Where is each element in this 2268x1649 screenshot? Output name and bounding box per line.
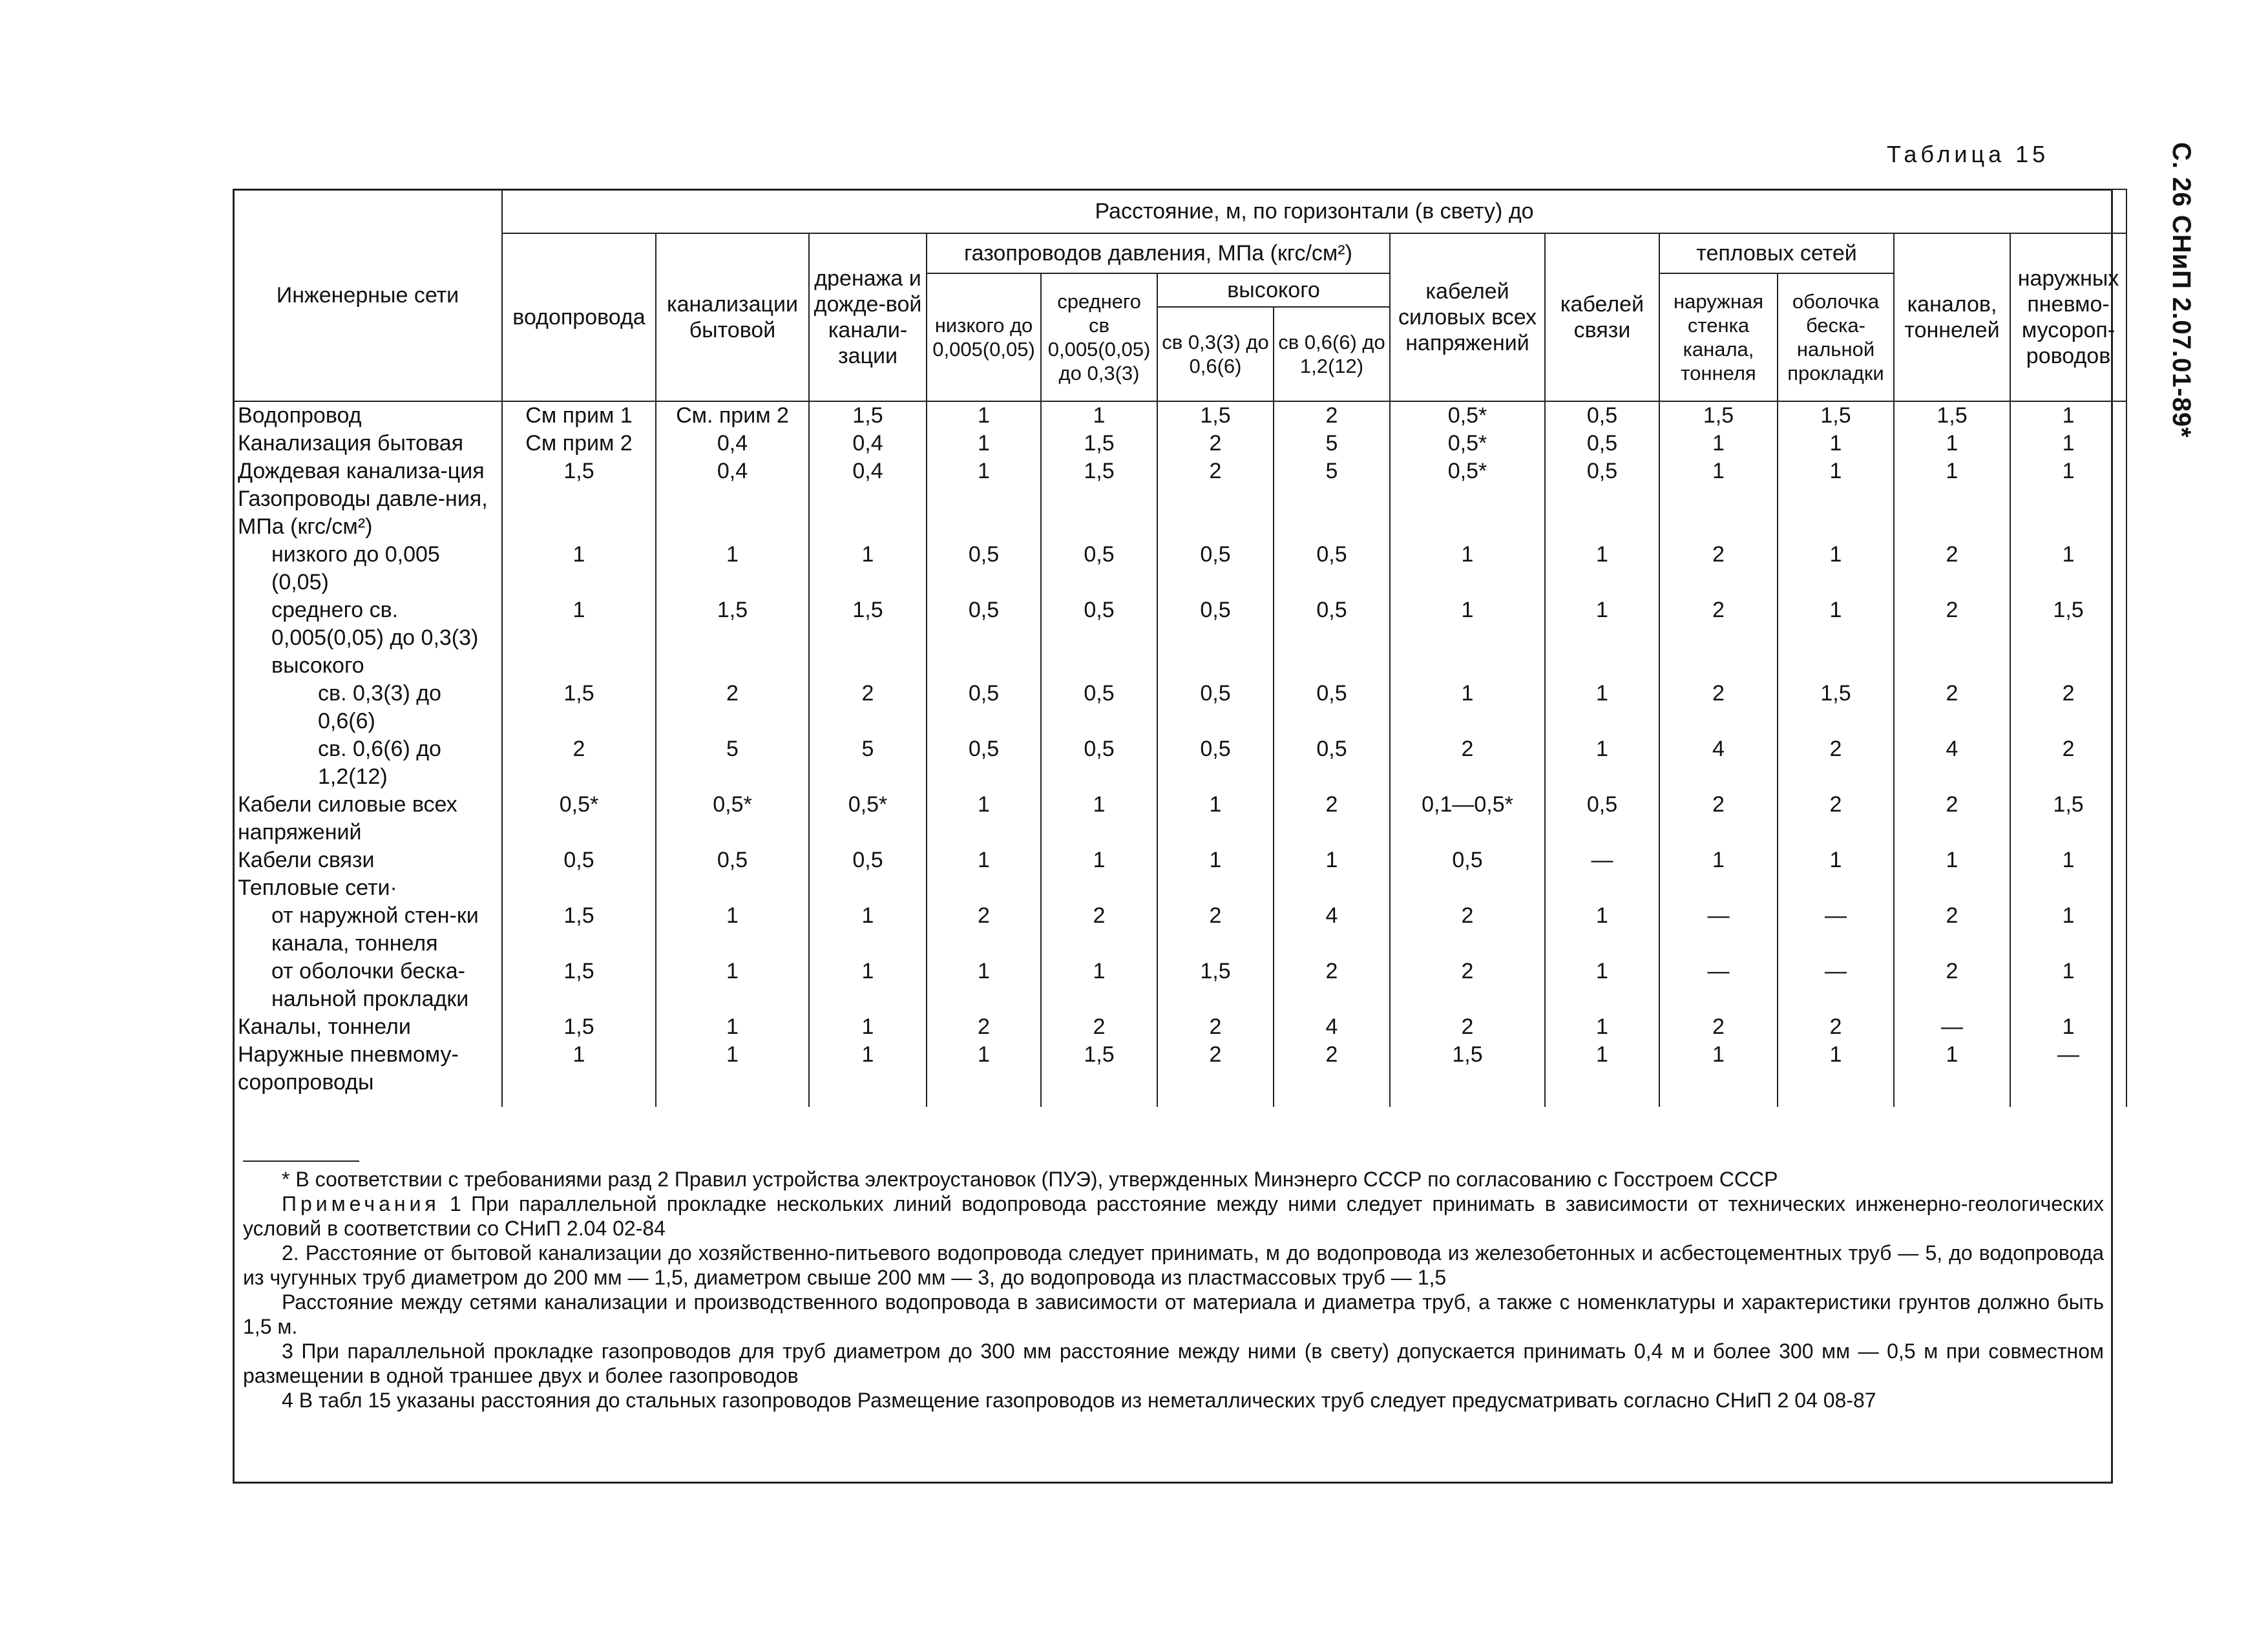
note-2b: Расстояние между сетями канализации и производственного водопровода в зависимости от материала и диаметра труб, а также с номенклатуры и характеристики грунтов должно быть 1,5 м. bbox=[243, 1290, 2104, 1338]
table-row bbox=[233, 1041, 2126, 1107]
table-cell: См. прим 2 bbox=[656, 401, 809, 430]
table-cell: 1 bbox=[927, 430, 1041, 457]
table-cell: 1 bbox=[809, 958, 927, 1013]
table-cell: 0,5 bbox=[1274, 596, 1390, 652]
table-cell bbox=[1390, 485, 1545, 541]
notes-title: Примечания bbox=[282, 1192, 440, 1215]
table-cell: 2 bbox=[1659, 1013, 1778, 1041]
page-header bbox=[2158, 142, 2197, 504]
table-cell: — bbox=[1545, 846, 1659, 874]
table-cell: 0,5 bbox=[656, 846, 809, 874]
table-cell bbox=[1778, 652, 1894, 680]
table-cell: 0,5* bbox=[809, 791, 927, 846]
header-heat: тепловых сетей bbox=[1659, 233, 1894, 273]
table-cell: 1 bbox=[502, 541, 656, 596]
table-cell: 0,5 bbox=[502, 846, 656, 874]
table-cell bbox=[1041, 652, 1157, 680]
table-cell: 1 bbox=[2010, 401, 2126, 430]
table-cell: 1 bbox=[1545, 1041, 1659, 1107]
note-3: 3 При параллельной прокладке газопроводов для труб диаметром до 300 мм расстояние между ними (в свету) допускается принимать 0,4 м и более 300 мм — 0,5 м при совместном размещении в одной траншее двух и более газопроводов bbox=[243, 1339, 2104, 1387]
table-cell: 2 bbox=[1894, 541, 2010, 596]
table-cell: 2 bbox=[502, 735, 656, 791]
table-cell: 1 bbox=[1659, 846, 1778, 874]
row-label: Кабели силовые всех напряжений bbox=[233, 791, 502, 846]
table-cell: 0,5* bbox=[502, 791, 656, 846]
row-label: Кабели связи bbox=[233, 846, 502, 874]
table-cell: 0,5 bbox=[927, 596, 1041, 652]
table-cell: 0,5 bbox=[1545, 430, 1659, 457]
header-heat-outer: наружная стенка канала, тоннеля bbox=[1659, 273, 1778, 401]
table-cell bbox=[1894, 485, 2010, 541]
page-header-text: С. 26 СНиП 2.07.01-89* bbox=[2167, 142, 2196, 438]
table-cell bbox=[1041, 485, 1157, 541]
table-cell: 2 bbox=[1274, 958, 1390, 1013]
table-row bbox=[233, 541, 2126, 596]
table-cell: 0,5 bbox=[1041, 596, 1157, 652]
table-cell: 1,5 bbox=[1390, 1041, 1545, 1107]
table-cell: 5 bbox=[809, 735, 927, 791]
table-row bbox=[233, 596, 2126, 652]
table-cell: 1 bbox=[2010, 1013, 2126, 1041]
notes-block bbox=[243, 1157, 2104, 1413]
table-cell: 0,5* bbox=[656, 791, 809, 846]
table-cell bbox=[2010, 652, 2126, 680]
table-cell: 1,5 bbox=[502, 958, 656, 1013]
table-cell: 1 bbox=[1894, 430, 2010, 457]
table-cell: 0,5 bbox=[1157, 735, 1274, 791]
table-cell: 1 bbox=[1894, 457, 2010, 485]
note-2: 2. Расстояние от бытовой канализации до хозяйственно-питьевого водопровода следует принимать, м до водопровода из железобетонных и асбестоцементных труб — 5, до водопровода из чугунных труб диаметром до 200 мм — 1,5, диаметром свыше 200 мм — 3, до водопровода из пластмассовых труб — 1,5 bbox=[243, 1241, 2104, 1289]
table-cell: 1,5 bbox=[502, 457, 656, 485]
table-cell: 2 bbox=[1894, 958, 2010, 1013]
header-gas-low: низкого до 0,005(0,05) bbox=[927, 273, 1041, 401]
table-title: Таблица 15 bbox=[1887, 141, 2050, 167]
header-power-cables: кабелей силовых всех напряжений bbox=[1390, 233, 1545, 401]
table-cell: 4 bbox=[1274, 902, 1390, 958]
table-cell: 0,5 bbox=[927, 735, 1041, 791]
table-cell: 2 bbox=[1778, 1013, 1894, 1041]
table-cell: 0,5 bbox=[1274, 541, 1390, 596]
table-cell: 2 bbox=[1659, 791, 1778, 846]
table-row bbox=[233, 902, 2126, 958]
table-cell: 1 bbox=[927, 1041, 1041, 1107]
row-label: Газопроводы давле-ния, МПа (кгс/см²) bbox=[233, 485, 502, 541]
note-1-text: 1 При параллельной прокладке нескольких линий водопровода расстояние между ними следует принимать в зависимости от технических инженерно-геологических условий в соответствии со СНиП 2.04 02-84 bbox=[243, 1192, 2104, 1240]
table-cell: 2 bbox=[1157, 1013, 1274, 1041]
table-cell bbox=[1274, 874, 1390, 902]
table-cell bbox=[1157, 874, 1274, 902]
table-cell: 1 bbox=[1778, 541, 1894, 596]
header-heat-shell: оболочка беска-нальной прокладки bbox=[1778, 273, 1894, 401]
table-row bbox=[233, 652, 2126, 680]
table-cell: 2 bbox=[927, 902, 1041, 958]
table-cell: 2 bbox=[1390, 735, 1545, 791]
table-row bbox=[233, 735, 2126, 791]
table-cell: 1 bbox=[1041, 401, 1157, 430]
table-cell: 2 bbox=[1274, 401, 1390, 430]
row-label: Канализация бытовая bbox=[233, 430, 502, 457]
table-cell: 0,5 bbox=[1157, 596, 1274, 652]
table-cell: 1 bbox=[1778, 596, 1894, 652]
table-cell bbox=[1659, 485, 1778, 541]
table-cell bbox=[1041, 874, 1157, 902]
table-cell bbox=[502, 485, 656, 541]
table-cell: 2 bbox=[1778, 735, 1894, 791]
table-cell: 0,5 bbox=[927, 541, 1041, 596]
row-label: от наружной стен-ки канала, тоннеля bbox=[233, 902, 502, 958]
table-cell: 1 bbox=[656, 1041, 809, 1107]
table-cell: 1 bbox=[2010, 457, 2126, 485]
table-cell: 0,5 bbox=[1157, 541, 1274, 596]
table-cell bbox=[502, 874, 656, 902]
table-cell: 1,5 bbox=[2010, 791, 2126, 846]
table-cell: 1 bbox=[1659, 1041, 1778, 1107]
table-cell bbox=[1545, 485, 1659, 541]
table-cell: 1 bbox=[1778, 430, 1894, 457]
header-gas-high-1: св 0,3(3) до 0,6(6) bbox=[1157, 307, 1274, 401]
table-cell: 2 bbox=[1041, 902, 1157, 958]
table-cell: 5 bbox=[1274, 457, 1390, 485]
table-cell: 0,5 bbox=[1545, 401, 1659, 430]
footnote-rule bbox=[243, 1161, 359, 1162]
table-cell bbox=[656, 485, 809, 541]
header-drainage: дренажа и дожде-вой канали-зации bbox=[809, 233, 927, 401]
table-cell bbox=[502, 652, 656, 680]
table-cell: 1,5 bbox=[1157, 401, 1274, 430]
table-cell: 1 bbox=[2010, 541, 2126, 596]
table-cell: 2 bbox=[1659, 596, 1778, 652]
table-cell bbox=[1778, 485, 1894, 541]
table-cell bbox=[1390, 874, 1545, 902]
table-cell bbox=[1659, 874, 1778, 902]
table-cell bbox=[1545, 652, 1659, 680]
table-cell bbox=[1157, 485, 1274, 541]
table-cell: 1 bbox=[1157, 846, 1274, 874]
table-row bbox=[233, 846, 2126, 874]
table-cell bbox=[656, 652, 809, 680]
table-cell: 0,5* bbox=[1390, 401, 1545, 430]
table-cell bbox=[1157, 652, 1274, 680]
table-cell: 2 bbox=[927, 1013, 1041, 1041]
table-cell: 4 bbox=[1274, 1013, 1390, 1041]
table-cell bbox=[927, 485, 1041, 541]
row-label: среднего св. 0,005(0,05) до 0,3(3) bbox=[233, 596, 502, 652]
table-row bbox=[233, 485, 2126, 541]
header-networks: Инженерные сети bbox=[233, 189, 502, 401]
header-gas: газопроводов давления, МПа (кгс/см²) bbox=[927, 233, 1390, 273]
table-cell: — bbox=[1778, 902, 1894, 958]
table-cell: См прим 2 bbox=[502, 430, 656, 457]
table-row bbox=[233, 430, 2126, 457]
table-cell: 1 bbox=[2010, 846, 2126, 874]
table-cell: 2 bbox=[1894, 680, 2010, 735]
table-cell: 1 bbox=[2010, 958, 2126, 1013]
table-cell: 1 bbox=[1041, 846, 1157, 874]
table-cell: — bbox=[2010, 1041, 2126, 1107]
table-cell: — bbox=[1659, 902, 1778, 958]
table-cell: 2 bbox=[1894, 596, 2010, 652]
table-cell bbox=[927, 874, 1041, 902]
table-cell: 1 bbox=[502, 1041, 656, 1107]
table-cell: 1 bbox=[927, 846, 1041, 874]
table-row bbox=[233, 874, 2126, 902]
header-gas-medium: среднего св 0,005(0,05) до 0,3(3) bbox=[1041, 273, 1157, 401]
table-cell: 1,5 bbox=[1894, 401, 2010, 430]
table-cell: 2 bbox=[1157, 430, 1274, 457]
table-cell: 1 bbox=[1390, 680, 1545, 735]
table-cell bbox=[2010, 874, 2126, 902]
table-cell: 1 bbox=[1545, 1013, 1659, 1041]
table-cell: 1 bbox=[1545, 958, 1659, 1013]
table-cell: 1,5 bbox=[1157, 958, 1274, 1013]
table-cell: 1,5 bbox=[502, 902, 656, 958]
table-cell: 0,4 bbox=[656, 457, 809, 485]
header-pneumo: наружных пневмо-мусороп-роводов bbox=[2010, 233, 2126, 401]
table-cell bbox=[1545, 874, 1659, 902]
table-cell: См прим 1 bbox=[502, 401, 656, 430]
table-cell: 1 bbox=[809, 1041, 927, 1107]
table-cell: 1 bbox=[809, 1013, 927, 1041]
header-distance: Расстояние, м, по горизонтали (в свету) до bbox=[502, 189, 2126, 233]
table-cell: 1,5 bbox=[502, 680, 656, 735]
table-cell: 1 bbox=[656, 902, 809, 958]
table-cell: 0,5 bbox=[809, 846, 927, 874]
table-cell: 1 bbox=[1545, 596, 1659, 652]
table-row bbox=[233, 958, 2126, 1013]
header-gas-high: высокого bbox=[1157, 273, 1390, 307]
header-channels: каналов, тоннелей bbox=[1894, 233, 2010, 401]
table-cell bbox=[1390, 652, 1545, 680]
table-cell: 1,5 bbox=[809, 596, 927, 652]
table-cell bbox=[1778, 874, 1894, 902]
table-cell: 2 bbox=[1274, 791, 1390, 846]
table-cell: 1,5 bbox=[656, 596, 809, 652]
header-gas-high-2: св 0,6(6) до 1,2(12) bbox=[1274, 307, 1390, 401]
table-cell: 1 bbox=[927, 401, 1041, 430]
table-cell: 2 bbox=[1659, 541, 1778, 596]
table-cell: — bbox=[1659, 958, 1778, 1013]
table-cell: 1 bbox=[2010, 430, 2126, 457]
table-cell: 2 bbox=[1274, 1041, 1390, 1107]
header-comm-cables: кабелей связи bbox=[1545, 233, 1659, 401]
table-cell: 2 bbox=[2010, 735, 2126, 791]
table-cell bbox=[1894, 874, 2010, 902]
table-cell: 0,1—0,5* bbox=[1390, 791, 1545, 846]
table-cell bbox=[1894, 652, 2010, 680]
header-water: водопровода bbox=[502, 233, 656, 401]
table-cell: 1 bbox=[2010, 902, 2126, 958]
table-cell: 1 bbox=[1390, 541, 1545, 596]
row-label: от оболочки беска-нальной прокладки bbox=[233, 958, 502, 1013]
table-cell: 2 bbox=[1894, 902, 2010, 958]
row-label: высокого bbox=[233, 652, 502, 680]
row-label: Каналы, тоннели bbox=[233, 1013, 502, 1041]
table-cell: 0,5 bbox=[1041, 541, 1157, 596]
row-label: св. 0,6(6) до 1,2(12) bbox=[233, 735, 502, 791]
table-cell: 1,5 bbox=[2010, 596, 2126, 652]
row-label: Наружные пневмому-соропроводы bbox=[233, 1041, 502, 1107]
table-cell: 1 bbox=[1157, 791, 1274, 846]
table-cell: 0,5* bbox=[1390, 457, 1545, 485]
table-cell bbox=[1274, 485, 1390, 541]
table-cell: 1 bbox=[1778, 457, 1894, 485]
table-cell: 1 bbox=[927, 457, 1041, 485]
table-row bbox=[233, 1013, 2126, 1041]
table-cell: 1,5 bbox=[1041, 1041, 1157, 1107]
distance-table bbox=[233, 189, 2127, 1107]
table-cell: 2 bbox=[1894, 791, 2010, 846]
footnote: * В соответствии с требованиями разд 2 Правил устройства электроустановок (ПУЭ), утвержденных Минэнерго СССР по согласованию с Госстроем СССР bbox=[282, 1168, 1778, 1191]
note-1 bbox=[243, 1192, 2104, 1241]
table-cell: 0,4 bbox=[809, 457, 927, 485]
table-cell bbox=[2010, 485, 2126, 541]
table-cell: 0,4 bbox=[656, 430, 809, 457]
table-cell: 1 bbox=[1894, 1041, 2010, 1107]
table-cell: 2 bbox=[1390, 902, 1545, 958]
table-cell: 1,5 bbox=[502, 1013, 656, 1041]
table-cell: 2 bbox=[1659, 680, 1778, 735]
note-4: 4 В табл 15 указаны расстояния до стальных газопроводов Размещение газопроводов из неметаллических труб следует предусматривать согласно СНиП 2 04 08-87 bbox=[282, 1389, 1876, 1412]
table-cell: 1 bbox=[927, 958, 1041, 1013]
table-cell: 0,5 bbox=[1041, 680, 1157, 735]
table-cell: 2 bbox=[1157, 902, 1274, 958]
table-cell: 0,5 bbox=[1041, 735, 1157, 791]
table-cell bbox=[809, 652, 927, 680]
table-cell: 1 bbox=[1659, 457, 1778, 485]
table-row bbox=[233, 457, 2126, 485]
table-cell: 2 bbox=[1041, 1013, 1157, 1041]
row-label: св. 0,3(3) до 0,6(6) bbox=[233, 680, 502, 735]
row-label: низкого до 0,005 (0,05) bbox=[233, 541, 502, 596]
table-cell bbox=[809, 485, 927, 541]
table-cell: 0,5 bbox=[927, 680, 1041, 735]
row-label: Водопровод bbox=[233, 401, 502, 430]
table-cell: 1 bbox=[1545, 541, 1659, 596]
table-cell: 1 bbox=[927, 791, 1041, 846]
table-cell: 1 bbox=[1545, 680, 1659, 735]
table-cell: 1,5 bbox=[1041, 457, 1157, 485]
table-cell: 1,5 bbox=[1659, 401, 1778, 430]
table-cell: 0,5* bbox=[1390, 430, 1545, 457]
table-cell: 1 bbox=[1894, 846, 2010, 874]
table-cell: 2 bbox=[656, 680, 809, 735]
table-cell: 1 bbox=[1659, 430, 1778, 457]
table-cell: 0,4 bbox=[809, 430, 927, 457]
table-cell bbox=[1659, 652, 1778, 680]
table-cell: 1 bbox=[656, 958, 809, 1013]
table-cell: 2 bbox=[1778, 791, 1894, 846]
table-cell: 1 bbox=[809, 902, 927, 958]
row-label: Дождевая канализа-ция bbox=[233, 457, 502, 485]
table-cell: 1,5 bbox=[809, 401, 927, 430]
table-cell: 1 bbox=[502, 596, 656, 652]
table-cell: 0,5 bbox=[1274, 735, 1390, 791]
table-cell: 1 bbox=[656, 1013, 809, 1041]
table-cell: 0,5 bbox=[1390, 846, 1545, 874]
table-cell: 2 bbox=[2010, 680, 2126, 735]
table-cell: — bbox=[1894, 1013, 2010, 1041]
table-cell: 1 bbox=[656, 541, 809, 596]
table-cell: 1 bbox=[809, 541, 927, 596]
table-cell: 1,5 bbox=[1041, 430, 1157, 457]
table-cell: 2 bbox=[1157, 1041, 1274, 1107]
table-cell bbox=[1274, 652, 1390, 680]
table-cell: 1 bbox=[1778, 1041, 1894, 1107]
table-cell: 1 bbox=[1545, 735, 1659, 791]
table-cell: 1 bbox=[1041, 791, 1157, 846]
table-cell: 1 bbox=[1390, 596, 1545, 652]
table-cell: 1 bbox=[1041, 958, 1157, 1013]
table-row bbox=[233, 680, 2126, 735]
table-cell: 1,5 bbox=[1778, 680, 1894, 735]
header-sewage: канализации бытовой bbox=[656, 233, 809, 401]
table-cell: 0,5 bbox=[1545, 791, 1659, 846]
table-row bbox=[233, 791, 2126, 846]
table-cell: 2 bbox=[1390, 1013, 1545, 1041]
table-cell bbox=[809, 874, 927, 902]
table-cell: — bbox=[1778, 958, 1894, 1013]
table-cell: 1 bbox=[1778, 846, 1894, 874]
table-cell: 1 bbox=[1545, 902, 1659, 958]
table-cell: 0,5 bbox=[1157, 680, 1274, 735]
table-cell: 5 bbox=[1274, 430, 1390, 457]
table-cell bbox=[656, 874, 809, 902]
table-cell: 5 bbox=[656, 735, 809, 791]
table-cell: 2 bbox=[1157, 457, 1274, 485]
table-cell: 4 bbox=[1894, 735, 2010, 791]
table-cell: 2 bbox=[1390, 958, 1545, 1013]
table-cell bbox=[927, 652, 1041, 680]
table-cell: 0,5 bbox=[1545, 457, 1659, 485]
table-cell: 1,5 bbox=[1778, 401, 1894, 430]
table-row bbox=[233, 401, 2126, 430]
table-cell: 1 bbox=[1274, 846, 1390, 874]
table-cell: 0,5 bbox=[1274, 680, 1390, 735]
table-cell: 4 bbox=[1659, 735, 1778, 791]
table-cell: 2 bbox=[809, 680, 927, 735]
row-label: Тепловые сети· bbox=[233, 874, 502, 902]
